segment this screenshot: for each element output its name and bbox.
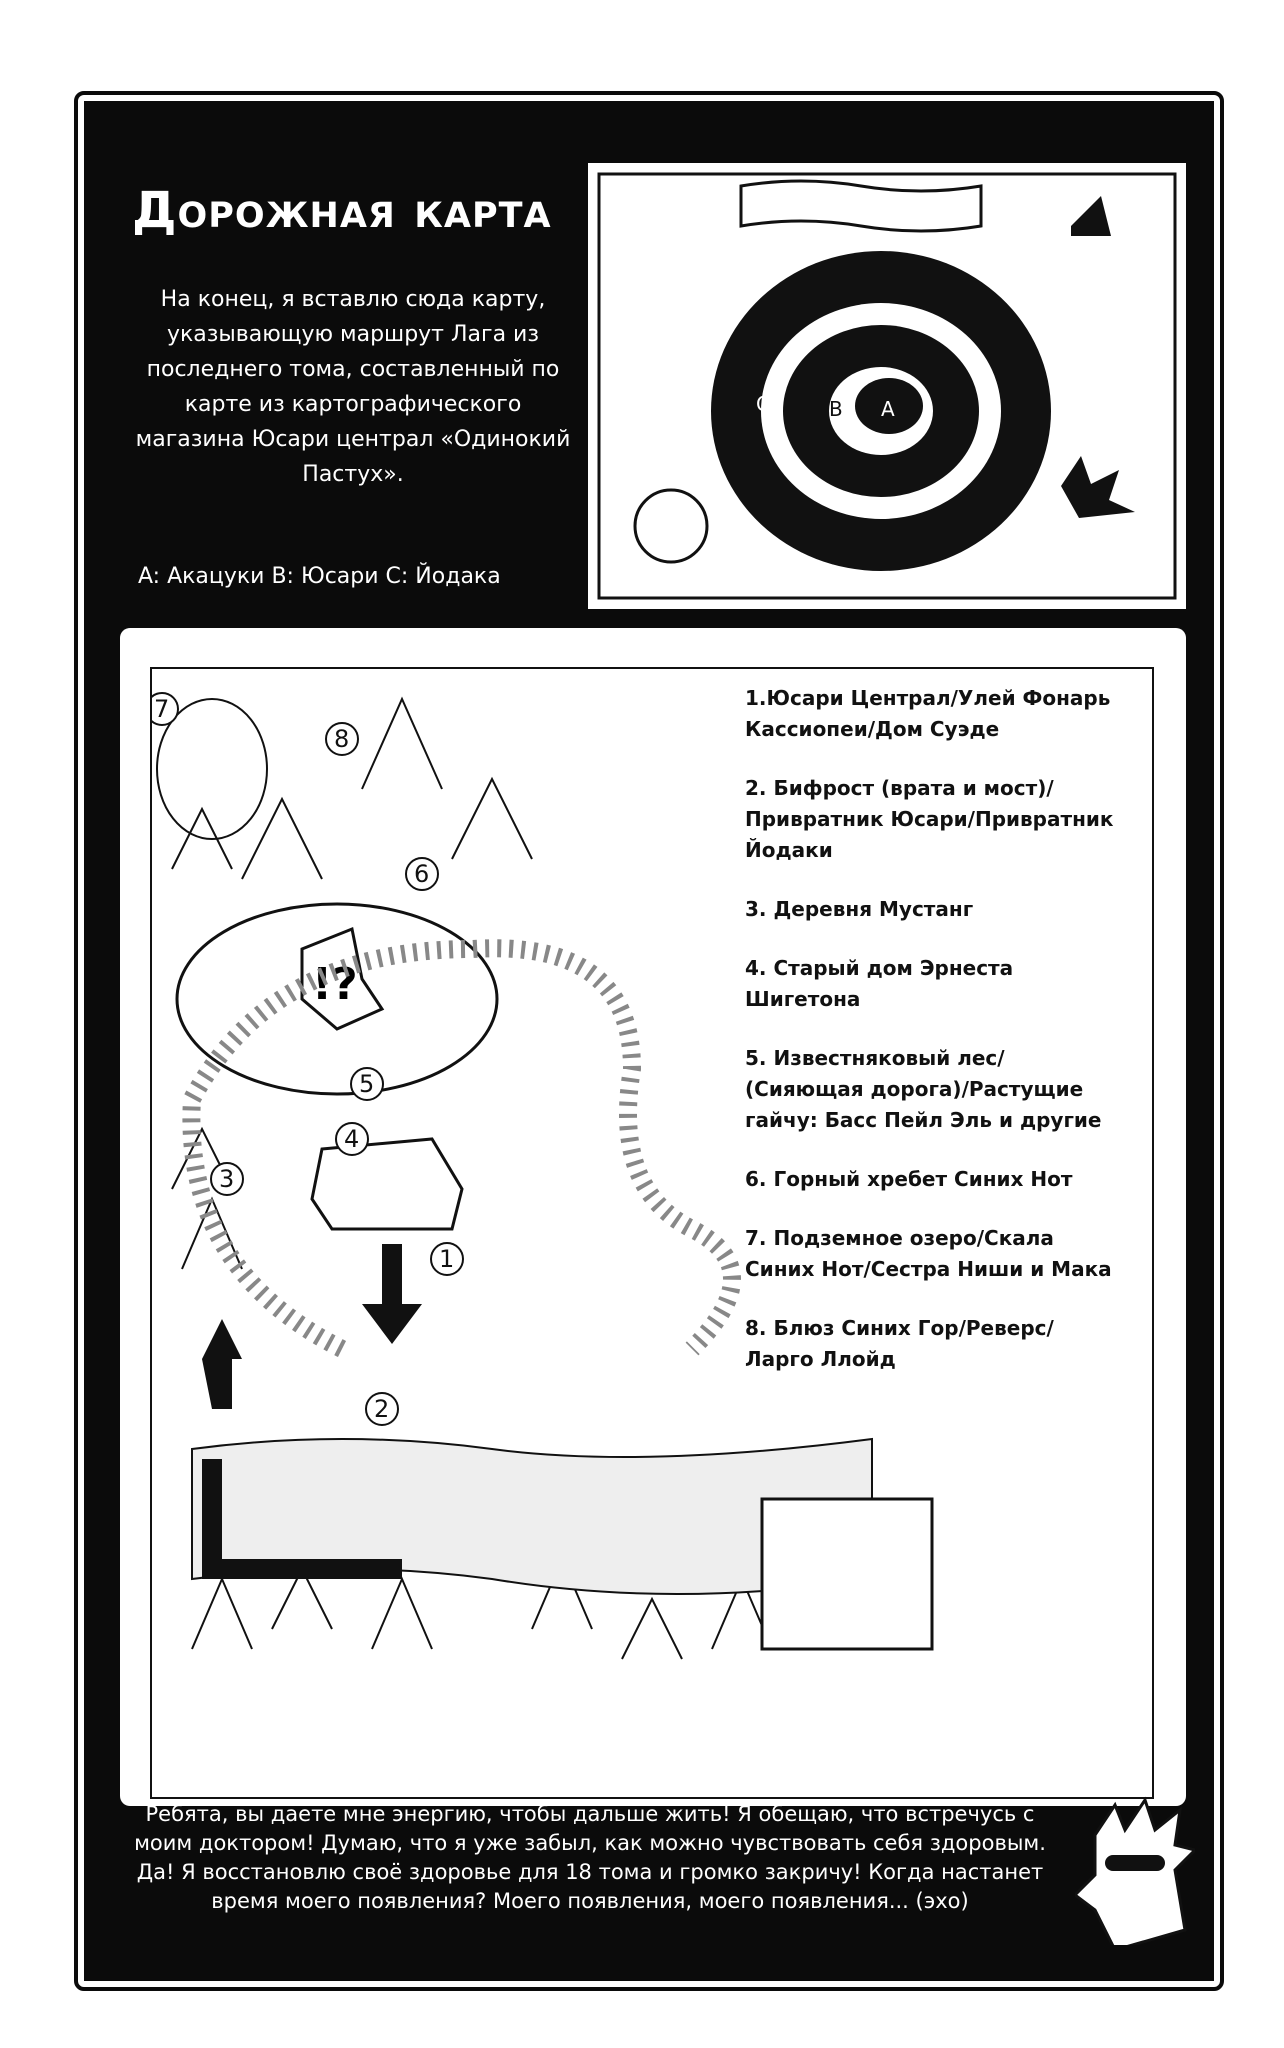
marker-2: 2 (374, 1395, 390, 1423)
list-item: 5. Известняковый лес/ (Сияющая дорога)/Растущие гайчу: Басс Пейл Эль и другие (745, 1046, 1102, 1132)
forest-sign: !? (312, 959, 358, 1010)
marker-3: 3 (219, 1165, 235, 1193)
ship-icon (1071, 196, 1111, 236)
intro-text: На конец, я вставлю сюда карту, указывающую маршрут Лага из последнего тома, составленный по карте из картографического магазина Юсари централ «Одинокий Пастух». (135, 287, 571, 487)
list-item: 1.Юсари Централ/Улей Фонарь Кассиопеи/Дом Суэде (745, 686, 1111, 741)
world-map-illustration (591, 166, 1183, 606)
marker-5: 5 (359, 1070, 375, 1098)
list-item: 7. Подземное озеро/Скала Синих Нот/Сестра Ниши и Мака (745, 1226, 1112, 1281)
yusari-central-city (312, 1139, 462, 1229)
author-portrait-icon (1075, 1795, 1195, 1945)
route-path (191, 948, 732, 1349)
arrow-up-icon (202, 1319, 242, 1409)
places-list (745, 683, 1125, 1403)
marker-6: 6 (414, 860, 430, 888)
marker-8: 8 (334, 725, 350, 753)
world-map (588, 163, 1186, 609)
world-map-legend: A: Акацуки B: Юсари C: Йодака (138, 564, 501, 589)
region-label-b: B (829, 397, 843, 421)
marker-1: 1 (439, 1245, 455, 1273)
list-item: 6. Горный хребет Синих Нот (745, 1167, 1073, 1191)
author-note: Ребята, вы даете мне энергию, чтобы дальше жить! Я обещаю, что встречусь с моим доктором! Думаю, что я уже забыл, как можно чувствовать себя здоровым. Да! Я восстановлю своё здоровье для 18 тома и громко закричу! Когда настанет время моего появления? Моего появления, моего появления... (эхо) (134, 1802, 1046, 1913)
list-item: 2. Бифрост (врата и мост)/ Привратник Юсари/Привратник Йодаки (745, 776, 1114, 862)
globe-icon (635, 490, 707, 562)
wanted-poster-icon (762, 1499, 932, 1649)
page-title: Дорожная карта (132, 181, 552, 239)
region-label-a: A (881, 397, 895, 421)
list-item: 4. Старый дом Эрнеста Шигетона (745, 956, 1014, 1011)
list-item: 8. Блюз Синих Гор/Реверс/ Ларго Ллойд (745, 1316, 1054, 1371)
arrow-down-icon (362, 1244, 422, 1344)
compass-star-icon (1061, 456, 1135, 518)
marker-7: 7 (154, 695, 170, 723)
list-item: 3. Деревня Мустанг (745, 897, 974, 921)
region-label-c: C (756, 392, 770, 416)
marker-4: 4 (344, 1125, 360, 1153)
banner-scroll (741, 181, 981, 231)
